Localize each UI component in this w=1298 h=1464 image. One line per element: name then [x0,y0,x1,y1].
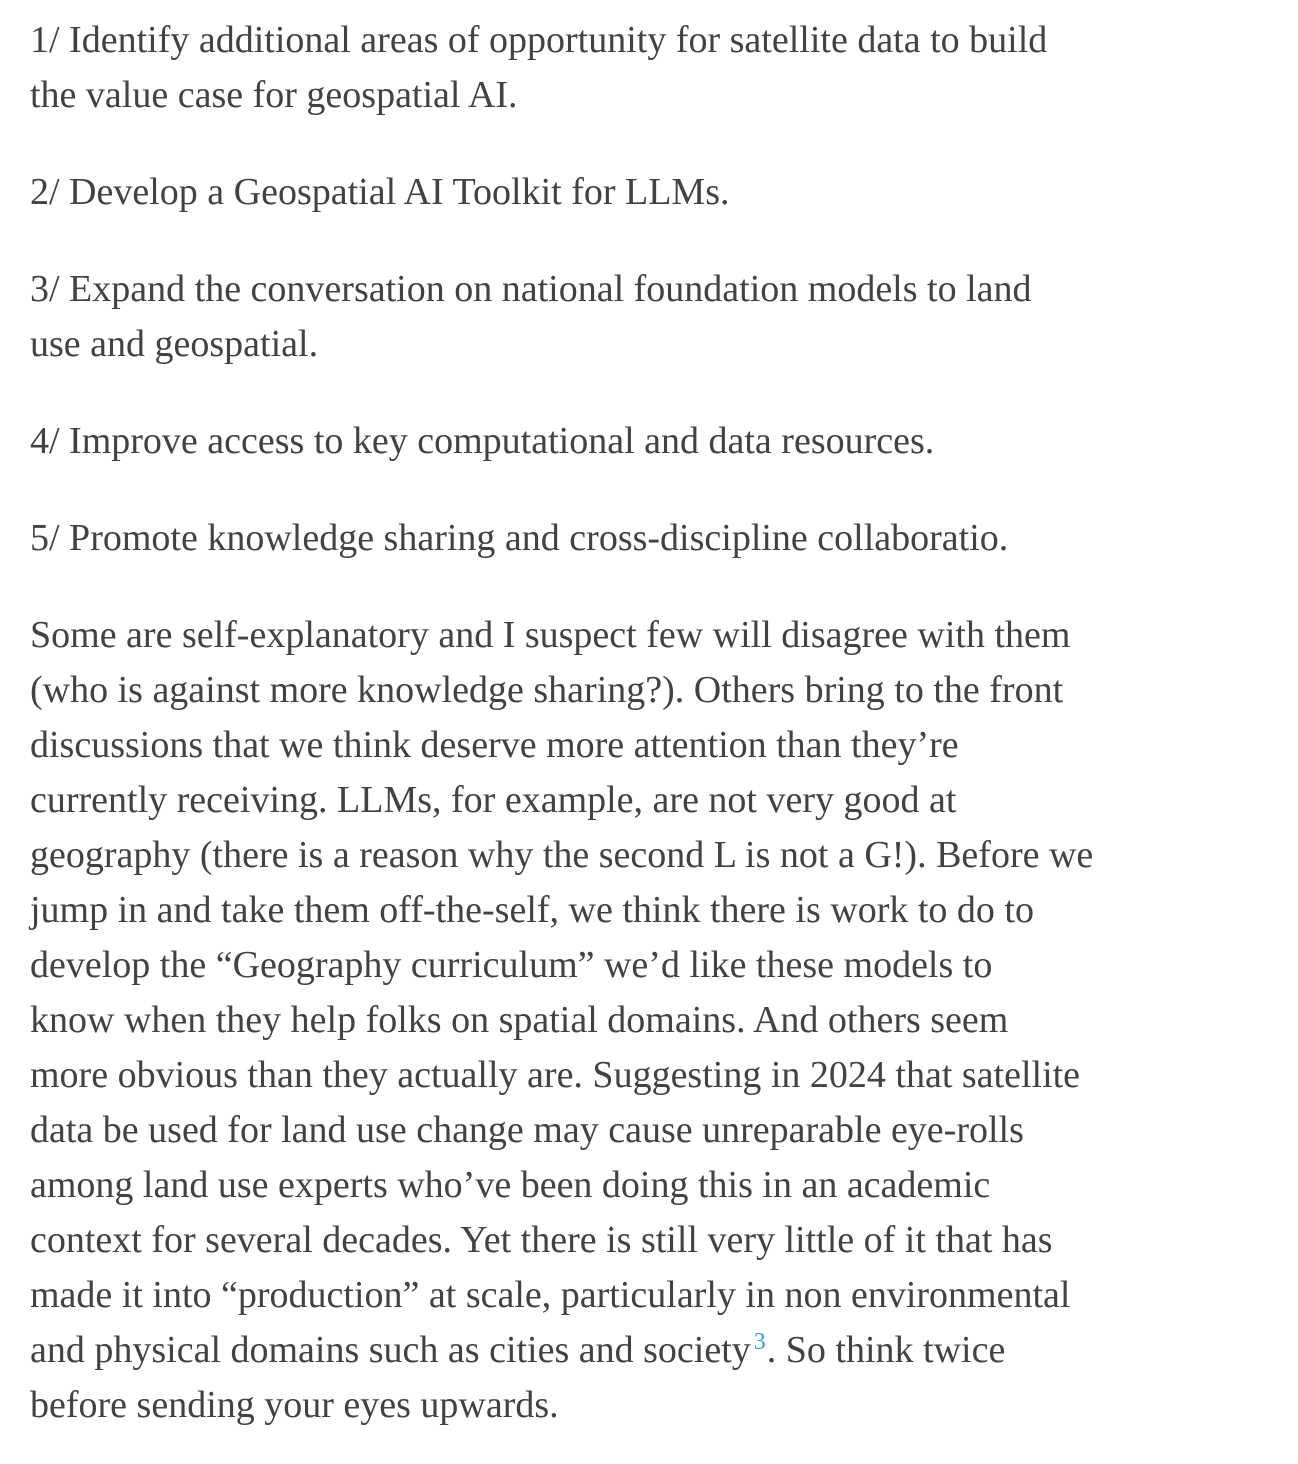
numbered-item-2 [30,165,1278,220]
text-line: discussions that we think deserve more attention than they’re [30,724,959,766]
footnote-number[interactable]: 3 [753,1328,766,1355]
numbered-item-4 [30,414,1278,469]
text-line: Some are self-explanatory and I suspect few will disagree with them [30,614,1071,656]
text-line: use and geospatial. [30,323,319,365]
text-line: develop the “Geography curriculum” we’d like these models to [30,944,993,986]
text-line: 3/ Expand the conversation on national foundation models to land [30,268,1032,310]
footnote-line-before: and physical domains such as cities and society [30,1329,751,1371]
body-paragraph [30,608,1278,1433]
numbered-item-3 [30,262,1278,372]
text-line: jump in and take them off-the-self, we think there is work to do to [30,889,1034,931]
footnote-link-3[interactable] [751,1329,767,1371]
text-line: (who is against more knowledge sharing?). Others bring to the front [30,669,1064,711]
text-line: made it into “production” at scale, particularly in non environmental [30,1274,1071,1316]
text-line: know when they help folks on spatial domains. And others seem [30,999,1009,1041]
text-line: 4/ Improve access to key computational and data resources. [30,420,935,462]
text-line: among land use experts who’ve been doing this in an academic [30,1164,991,1206]
text-line: the value case for geospatial AI. [30,74,518,116]
text-line: context for several decades. Yet there is still very little of it that has [30,1219,1053,1261]
text-line-with-footnote [30,1323,1278,1378]
numbered-item-1 [30,13,1278,123]
text-line: 5/ Promote knowledge sharing and cross-discipline collaboratio. [30,517,1009,559]
numbered-item-5 [30,511,1278,566]
text-line: geography (there is a reason why the second L is not a G!). Before we [30,834,1094,876]
text-line: data be used for land use change may cause unreparable eye-rolls [30,1109,1024,1151]
text-line: currently receiving. LLMs, for example, are not very good at [30,779,957,821]
text-line: before sending your eyes upwards. [30,1384,559,1426]
footnote-line-after: . So think twice [766,1329,1006,1371]
text-line: 2/ Develop a Geospatial AI Toolkit for LLMs. [30,171,730,213]
text-line: more obvious than they actually are. Suggesting in 2024 that satellite [30,1054,1081,1096]
text-line: 1/ Identify additional areas of opportunity for satellite data to build [30,19,1048,61]
